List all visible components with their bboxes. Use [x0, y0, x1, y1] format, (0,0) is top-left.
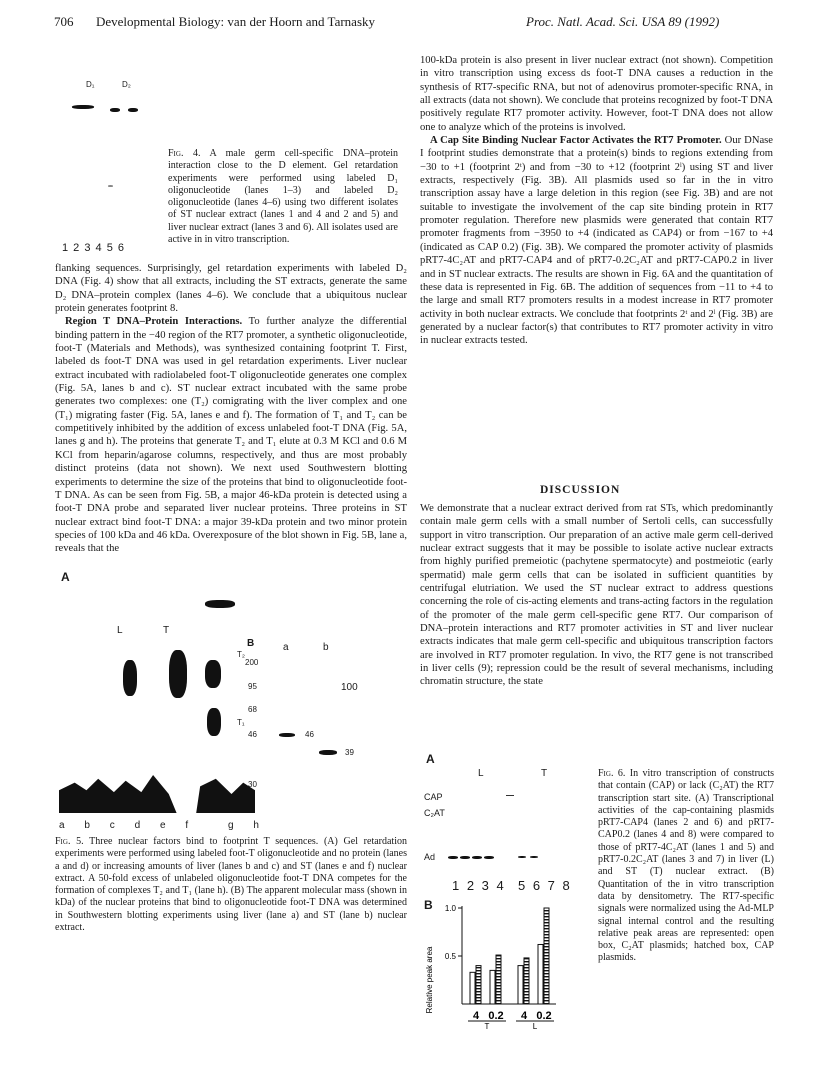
- fig5-group-label-l: L: [117, 625, 123, 636]
- fig5-lane-label: c: [109, 820, 115, 831]
- fig6-y-tick-label: 0.5: [444, 952, 456, 961]
- fig6-row-label-cap: CAP: [424, 792, 443, 802]
- fig5-panel-a-label: A: [61, 570, 70, 584]
- fig4-band: [72, 105, 94, 109]
- running-head-title: Developmental Biology: van der Hoorn and Tarnasky: [96, 14, 376, 29]
- fig5-band: [169, 650, 187, 698]
- fig4-lane-numbers: 1 2 3 4 5 6: [62, 242, 125, 254]
- fig6-band: [484, 856, 494, 859]
- fig6-band: [460, 856, 470, 859]
- fig6-lane-numbers-left: 1 2 3 4: [452, 878, 506, 893]
- fig4-caption-text: A male germ cell-specific DNA–protein interaction close to the D element. Gel retardation experiments were performed using labeled D₁ oligonucleotide (lanes 1–3) and labeled D₂ oligonucleotide (lanes 4–6) using two different isolates of ST nuclear extract (lanes 1 and 4 and 2 and 5) and liver nuclear extract (lanes 3 and 6). All isolates used are active in in vitro transcription.: [168, 148, 398, 246]
- fig6-x-group-label: L: [532, 1022, 538, 1030]
- fig5-band: [205, 600, 235, 608]
- page-number: 706: [54, 14, 74, 29]
- fig5-panel-b-label: B: [247, 638, 255, 649]
- fig5-band-label-100: 100: [341, 682, 358, 693]
- fig6-bar-chart: [420, 898, 590, 1030]
- fig5-mw-marker: 95: [248, 682, 257, 691]
- fig6-x-label: 4: [472, 1010, 480, 1022]
- left-column-text: [55, 262, 407, 556]
- fig6-bar-c2at: [470, 972, 475, 1004]
- fig6-y-tick-label: 1.0: [444, 904, 456, 913]
- fig5-image: [55, 570, 407, 830]
- fig5-lane-label: e: [160, 820, 166, 831]
- fig5-complex-label-t1: T₁: [237, 718, 245, 727]
- fig5-lane-label: g: [228, 820, 234, 831]
- fig6-group-label-l: L: [478, 768, 484, 779]
- fig5-band: [319, 750, 337, 755]
- left-paragraph-1: flanking sequences. Surprisingly, gel retardation experiments with labeled D₂ DNA (Fig. 4) show that all extracts, including the ST extracts, generate the same D₂ DNA–protein complex (lanes 4–6). We conclude that a ubiquitous nuclear protein generates footprint 8.: [55, 263, 407, 315]
- right-paragraph-2: Our DNase I footprint studies demonstrate that a protein(s) binds to regions extending from −30 to +1 (footprint 2ᵗ) and from −30 to +12 (footprint 2ˡ) using ST and liver extracts, respectively (Fig. 3B). All plasmids used so far in the in vitro transcription assay have a large deletion in this region (see Fig. 3B) and are not suitable to investigate the involvement of the cap site binding protein in RT7 promoter regulation. Therefore new plasmids were generated that contain RT7 promoter fragments from −3950 to +4 (indicated as CAP4) or from −167 to +4 (indicated as CAP 0.2) (Fig. 3B). We compared the promoter activity of plasmids pRT7-4C₂AT and pRT7-CAP4 and of pRT7-0.2C₂AT and pRT7-CAP0.2 in liver and in ST nuclear extracts. The results are shown in Fig. 6A and the quantitation of these data is represented in Fig. 6B. The addition of sequences from −11 to +4 to the large and small RT7 promoters results in a modest increase in RT7 promoter activity in both nuclear extracts. We conclude that footprints 2ᵗ and 2ˡ (Fig. 3B) are generated by a nuclear factor(s) that contributes to RT7 promoter activity in vitro in nuclear extracts tested.: [420, 135, 774, 347]
- section-heading-discussion: DISCUSSION: [540, 484, 621, 496]
- right-discussion-text: [420, 502, 773, 689]
- fig5-band: [123, 660, 137, 696]
- fig5-band-label-46: 46: [305, 730, 314, 739]
- fig6-panel-b-label: B: [424, 898, 433, 912]
- fig5-mw-marker: 68: [248, 705, 257, 714]
- fig6-x-label: 0.2: [488, 1010, 504, 1022]
- fig5-lane-label: b: [84, 820, 90, 831]
- fig5-caption: [55, 836, 407, 934]
- fig6-y-axis-label: Relative peak area: [425, 946, 434, 1014]
- fig4-band: [108, 185, 113, 187]
- left-paragraph-2: To further analyze the differential binding pattern in the −40 region of the RT7 promoter, a synthetic oligonucleotide, foot-T (Materials and Methods), was synthesized containing footprint T. First, labeled ds foot-T DNA was used in gel retardation experiments. Liver nuclear extract incubated with radiolabeled foot-T oligonucleotide generates one complex (Fig. 5A, lanes b and c). ST nuclear extract incubated with the same probe generates two complexes: one (T₂) comigrating with the liver complex and one (T₁) migrating faster (Fig. 5A, lanes e and f). The formation of T₁ and T₂ can be competitively inhibited by the addition of excess unlabeled foot-T DNA (Fig. 5A, lanes g and h). The proteins that generate T₂ and T₁ elute at 0.3 M KCl and 0.6 M KCl from heparin/agarose columns, respectively, and thus are most probably distinct proteins (data not shown). We next used Southwestern blotting experiments to determine the size of the proteins that bind to oligonucleotide foot-T DNA. As can be seen from Fig. 5B, a major 46-kDa protein is detected using a foot-T DNA probe and separated liver nuclear proteins. Three proteins in ST nuclear extract bind foot-T DNA: a major 39-kDa protein and two minor protein species of 100 kDa and 46 kDa. Overexposure of the blot shown in Fig. 5B, lane a, reveals that the: [55, 316, 407, 555]
- fig6-x-label: 4: [520, 1010, 528, 1022]
- fig5-complex-label-t2: T₂: [237, 650, 245, 659]
- fig6-group-label-t: T: [541, 768, 548, 779]
- fig6-row-label-ad: Ad: [424, 852, 436, 862]
- fig5-band: [279, 733, 295, 737]
- fig5-band: [207, 708, 221, 736]
- fig4-caption: [168, 148, 398, 246]
- fig6-panel-b: [420, 898, 590, 1030]
- right-column-text: [420, 54, 773, 348]
- fig6-bar-c2at: [490, 970, 495, 1004]
- fig6-bar-cap: [544, 908, 549, 1004]
- fig5-caption-label: Fig. 5.: [55, 836, 84, 847]
- fig5-band: [205, 660, 221, 688]
- fig4-band: [110, 108, 120, 112]
- fig6-caption-label: Fig. 6.: [598, 768, 626, 779]
- fig5-lane-label-b: b: [323, 642, 329, 653]
- fig5-lane-label: f: [185, 820, 189, 831]
- fig6-bar-cap: [496, 955, 501, 1004]
- fig4-lane-label-d2: D₂: [122, 80, 131, 89]
- fig6-bar-cap: [476, 966, 481, 1004]
- fig6-panel-a: [420, 752, 580, 902]
- fig5-lane-label: h: [253, 820, 259, 831]
- fig6-band: [530, 856, 538, 858]
- fig6-row-label-c2at: C₂AT: [424, 808, 445, 818]
- fig6-caption-text: In vitro transcription of constructs that contain (CAP) or lack (C₂AT) the RT7 transcription start site. (A) Transcriptional activities of the cap-containing plasmids pRT7-CAP4 (lanes 2 and 6) and pRT7-CAP0.2 (lanes 4 and 8) were compared to those of pRT7-4C₂AT (lanes 1 and 5) and pRT7-0.2C₂AT (lanes 3 and 7) in liver (L) and ST (T) nuclear extract. (B) Quantitation of the in vitro transcription data by densitometry. The RT7-specific signals were normalized using the Ad-MLP signal internal control and the resulting relative peak areas are represented: open box, C₂AT plasmids; hatched box, CAP plasmids.: [598, 768, 775, 964]
- fig6-caption: [598, 768, 774, 965]
- fig5-group-label-t: T: [163, 625, 170, 636]
- fig5-lane-label: d: [134, 820, 141, 831]
- fig5-mw-marker: 200: [245, 658, 259, 667]
- fig6-band: [448, 856, 458, 859]
- discussion-paragraph: We demonstrate that a nuclear extract derived from rat STs, which predominantly contain male germ cells with a small number of Sertoli cells, can successfully support in vitro transcription. Our preparation of an active male germ cell-derived nuclear extract suggests that it may be possible to isolate active nuclear extracts from highly purified premeiotic (pachytene spermatocyte) and postmeiotic (early spermatid) male germ cells that can be isolated in sufficient quantities by centrifugal elutriation. We used the ST nuclear extract to address questions concerning the role of cis-acting elements and trans-acting factors in the regulation of the promoter of the male germ cell-specific gene RT7. Our comparison of DNA–protein interactions and RT7 promoter activities in ST and liver nuclear extracts indicates that male germ cell-specific and ubiquitous transcription factors are involved in RT7 promoter regulation. In vivo, the RT7 gene is not transcribed in liver cells (9); repression could be the result of several mechanisms, including chromatin structure, the state: [420, 503, 773, 688]
- fig6-x-group-label: T: [484, 1022, 490, 1030]
- fig5-lane-labels-a: [59, 820, 259, 831]
- fig6-band: [472, 856, 482, 859]
- fig6-lane-numbers-right: 5 6 7 8: [518, 878, 572, 893]
- section-heading-region-t: Region T DNA–Protein Interactions.: [65, 316, 243, 328]
- fig4-caption-label: Fig. 4.: [168, 148, 201, 159]
- fig6-bar-c2at: [518, 966, 523, 1004]
- running-head-citation: Proc. Natl. Acad. Sci. USA 89 (1992): [526, 14, 720, 29]
- fig6-band: [506, 795, 514, 796]
- section-heading-cap-site: A Cap Site Binding Nuclear Factor Activates the RT7 Promoter.: [430, 135, 722, 147]
- fig4-band: [128, 108, 138, 112]
- fig4-gel-image: [60, 78, 160, 198]
- fig5-mw-marker: 46: [248, 730, 257, 739]
- fig5-band-label-39: 39: [345, 748, 354, 757]
- fig6-bar-cap: [524, 958, 529, 1004]
- right-paragraph-1: 100-kDa protein is also present in liver nuclear extract (not shown). Competition in vitro transcription using excess ds foot-T DNA causes a reduction in the synthesis of RT7-specific RNA, but not of adenovirus promoter-specific RNA, in all extracts (data not shown). We conclude that proteins recognized by foot-T DNA positively regulate RT7 promoter activity. However, foot-T DNA does not allow one to analyze which of the proteins is involved.: [420, 55, 773, 133]
- fig5-lane-label: a: [59, 820, 65, 831]
- fig6-band: [518, 856, 526, 858]
- fig5-mw-marker: 30: [248, 780, 257, 789]
- fig5-free-probe-smear: [59, 775, 255, 813]
- fig5-caption-text: Three nuclear factors bind to footprint T sequences. (A) Gel retardation experiments were performed using labeled foot-T oligonucleotide and no protein (lanes a and d) or increasing amounts of liver (lanes b and c) and ST (lanes e and f) nuclear extract. A 50-fold excess of unlabeled oligonucleotide foot-T DNA competes for the formation of complexes T₂ and T₁ (lane h). (B) The apparent molecular mass (shown in kDa) of the nuclear proteins that bind to oligonucleotide foot-T DNA was determined in Southwestern blotting experiments using liver (lane a) and ST (lane b) nuclear extract.: [55, 836, 407, 934]
- fig4-lane-label-d1: D₁: [86, 80, 95, 89]
- fig5-lane-label-b: a: [283, 642, 289, 653]
- fig6-bar-c2at: [538, 944, 543, 1004]
- fig6-panel-a-label: A: [426, 752, 435, 766]
- fig6-x-label: 0.2: [536, 1010, 552, 1022]
